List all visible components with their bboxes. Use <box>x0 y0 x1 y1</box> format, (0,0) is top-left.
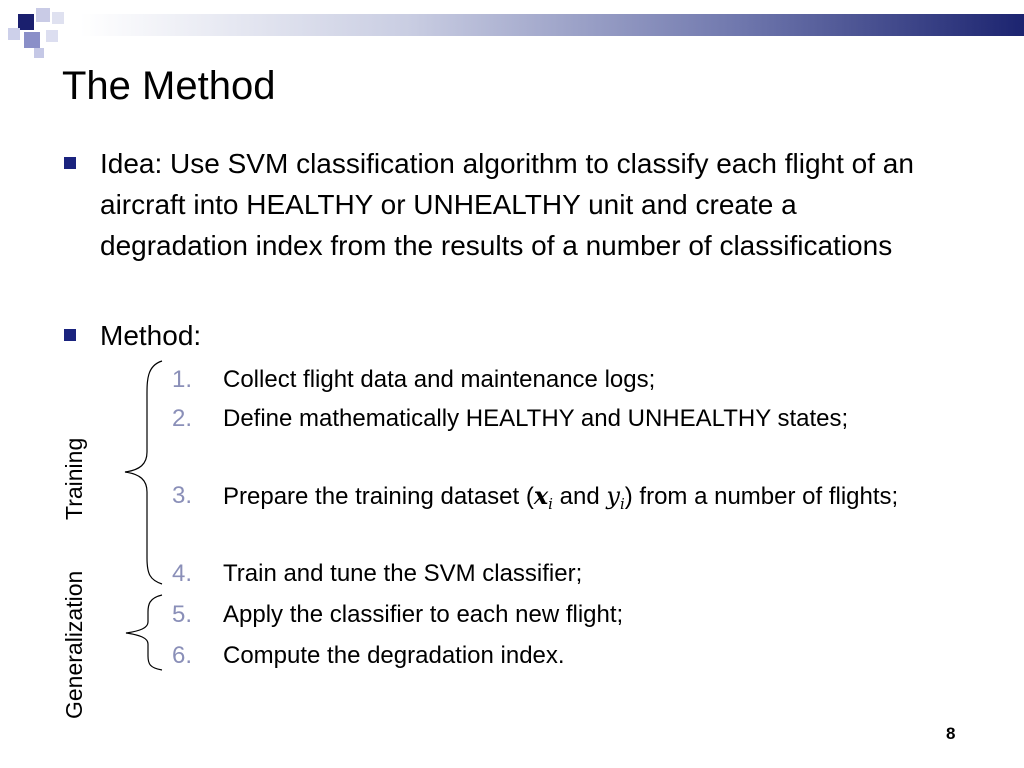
step-text-part: Prepare the training dataset ( <box>223 483 534 510</box>
square-bullet-icon <box>64 157 76 169</box>
training-label: Training <box>61 437 87 520</box>
page-number: 8 <box>946 724 956 743</box>
math-variable-x: x <box>533 481 549 510</box>
step-number: 3. <box>172 482 193 509</box>
step-text-part: and <box>552 483 607 510</box>
step-number: 2. <box>172 405 193 432</box>
step-text: Compute the degradation index. <box>223 642 565 669</box>
training-brace <box>125 361 162 584</box>
square-bullet-icon <box>64 329 76 341</box>
bullet-method: Method: <box>100 320 202 351</box>
generalization-label: Generalization <box>61 570 87 719</box>
step-text: Collect flight data and maintenance logs; <box>223 366 656 393</box>
step-number: 5. <box>172 601 193 628</box>
bullet-idea: Idea: Use SVM classification algorithm to classify each flight of an aircraft into HEALTHY or UNHEALTHY unit and create a degradation index from the results of a number of classifications <box>100 148 914 261</box>
math-subscript: i <box>619 495 625 513</box>
step-number: 4. <box>172 560 193 587</box>
step-text: Apply the classifier to each new flight; <box>223 601 624 628</box>
checker-squares-logo <box>0 0 80 60</box>
step-number: 1. <box>172 366 193 393</box>
generalization-brace <box>126 595 162 670</box>
step-text: Train and tune the SVM classifier; <box>223 560 583 587</box>
header-gradient-bar <box>80 14 1024 36</box>
math-variable-y: y <box>606 482 620 510</box>
step-number: 6. <box>172 642 193 669</box>
slide-title: The Method <box>62 64 276 108</box>
step-text: Define mathematically HEALTHY and UNHEALTHY states; <box>223 405 849 432</box>
step-text-part: ) from a number of flights; <box>624 483 899 510</box>
math-subscript: i <box>548 495 553 513</box>
step-text-formula <box>223 477 953 523</box>
